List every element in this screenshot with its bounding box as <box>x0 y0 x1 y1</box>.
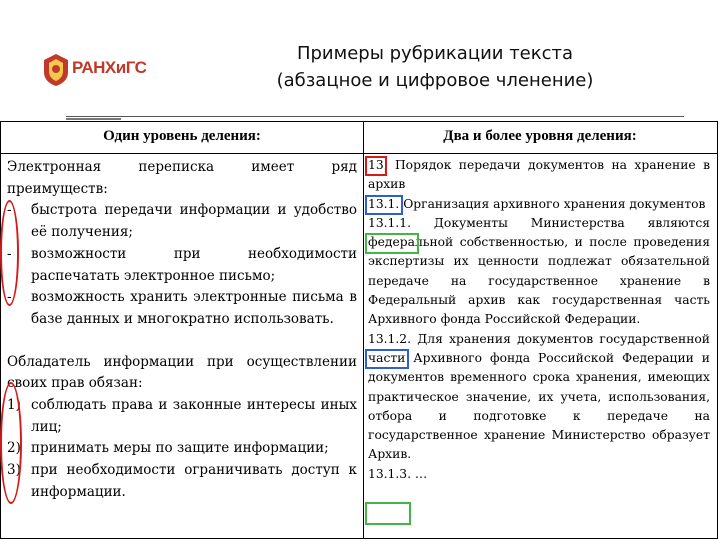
section-13-1-3: 13.1.3. … <box>368 466 428 481</box>
numbered-list <box>7 395 357 504</box>
number-markers-highlight <box>0 382 22 504</box>
list-item <box>7 200 357 243</box>
section-13-1 <box>368 195 710 214</box>
title-line-2: (абзацное и цифровое членение) <box>276 70 594 91</box>
emblem-icon <box>42 52 70 88</box>
page-title <box>200 40 670 94</box>
list-item <box>7 244 357 287</box>
level-1-number-highlight <box>365 156 387 176</box>
level-3-number-highlight <box>365 233 419 254</box>
section-number: 13.1. <box>368 196 400 211</box>
title-rule <box>66 116 684 117</box>
right-column <box>368 156 710 484</box>
bullet-text: возможности при необходимости распечатать электронное письмо; <box>31 245 357 284</box>
number-mark: 3) <box>7 462 21 479</box>
heading-rule <box>1 153 717 154</box>
section-text: Организация архивного хранения документов <box>399 196 706 211</box>
left-paragraph-1: Электронная переписка имеет ряд преимуществ: <box>7 159 357 197</box>
bullet-text: быстрота передачи информации и удобство её получения; <box>31 202 357 241</box>
section-13-1-2: 13.1.2. Для хранения документов государственной части Архивного фонда Российской Федерации и документов временного срока хранения, имеющих практическое значение, их учета, использования, отбора и подготовке к передаче на государственное хранение Министерство образует Архив. <box>368 331 710 462</box>
list-item <box>7 395 357 438</box>
list-item <box>7 287 357 330</box>
bullet-text: возможность хранить электронные письма в базе данных и многократно использовать. <box>31 289 357 327</box>
number-mark: 1) <box>7 397 21 414</box>
title-line-1: Примеры рубрикации текста <box>296 43 574 64</box>
numbered-text: принимать меры по защите информации; <box>31 440 329 457</box>
section-text: Документы Министерства являются федеральной собственностью, и после проведения экспертизы их ценности подлежат обязательной передаче на государственное хранение в Федеральный архив как государственная часть Архивного фонда Российской Федерации. <box>368 215 710 327</box>
level-3-number-highlight-3 <box>365 502 411 525</box>
left-heading: Один уровень деления: <box>103 128 261 144</box>
level-3-number-highlight-2 <box>365 349 409 369</box>
bullet-mark: - <box>7 202 12 219</box>
title-rule-accent <box>66 118 121 120</box>
left-column <box>7 157 357 504</box>
section-text: Порядок передачи документов на хранение в архив <box>368 158 710 192</box>
bullet-mark: - <box>7 289 12 306</box>
logo-text: РАНХиГС <box>72 58 147 77</box>
bullet-list <box>7 200 357 330</box>
column-divider <box>363 122 364 538</box>
list-item <box>7 460 357 503</box>
comparison-table <box>0 121 718 539</box>
logo <box>42 52 162 92</box>
bullet-mark: - <box>7 245 12 262</box>
bullet-markers-highlight <box>0 200 19 306</box>
numbered-text: соблюдать права и законные интересы иных лиц; <box>31 397 357 435</box>
right-heading: Два и более уровня деления: <box>443 128 637 144</box>
section-13 <box>368 156 710 195</box>
section-13-1-1 <box>368 214 710 330</box>
number-mark: 2) <box>7 440 21 457</box>
section-number: 13.1.1. <box>368 215 412 230</box>
level-2-number-highlight <box>365 195 403 215</box>
numbered-text: при необходимости ограничивать доступ к информации. <box>31 462 357 500</box>
list-item <box>7 438 357 460</box>
left-paragraph-2: Обладатель информации при осуществлении своих прав обязан: <box>7 353 357 392</box>
section-number: 13. <box>368 158 388 172</box>
